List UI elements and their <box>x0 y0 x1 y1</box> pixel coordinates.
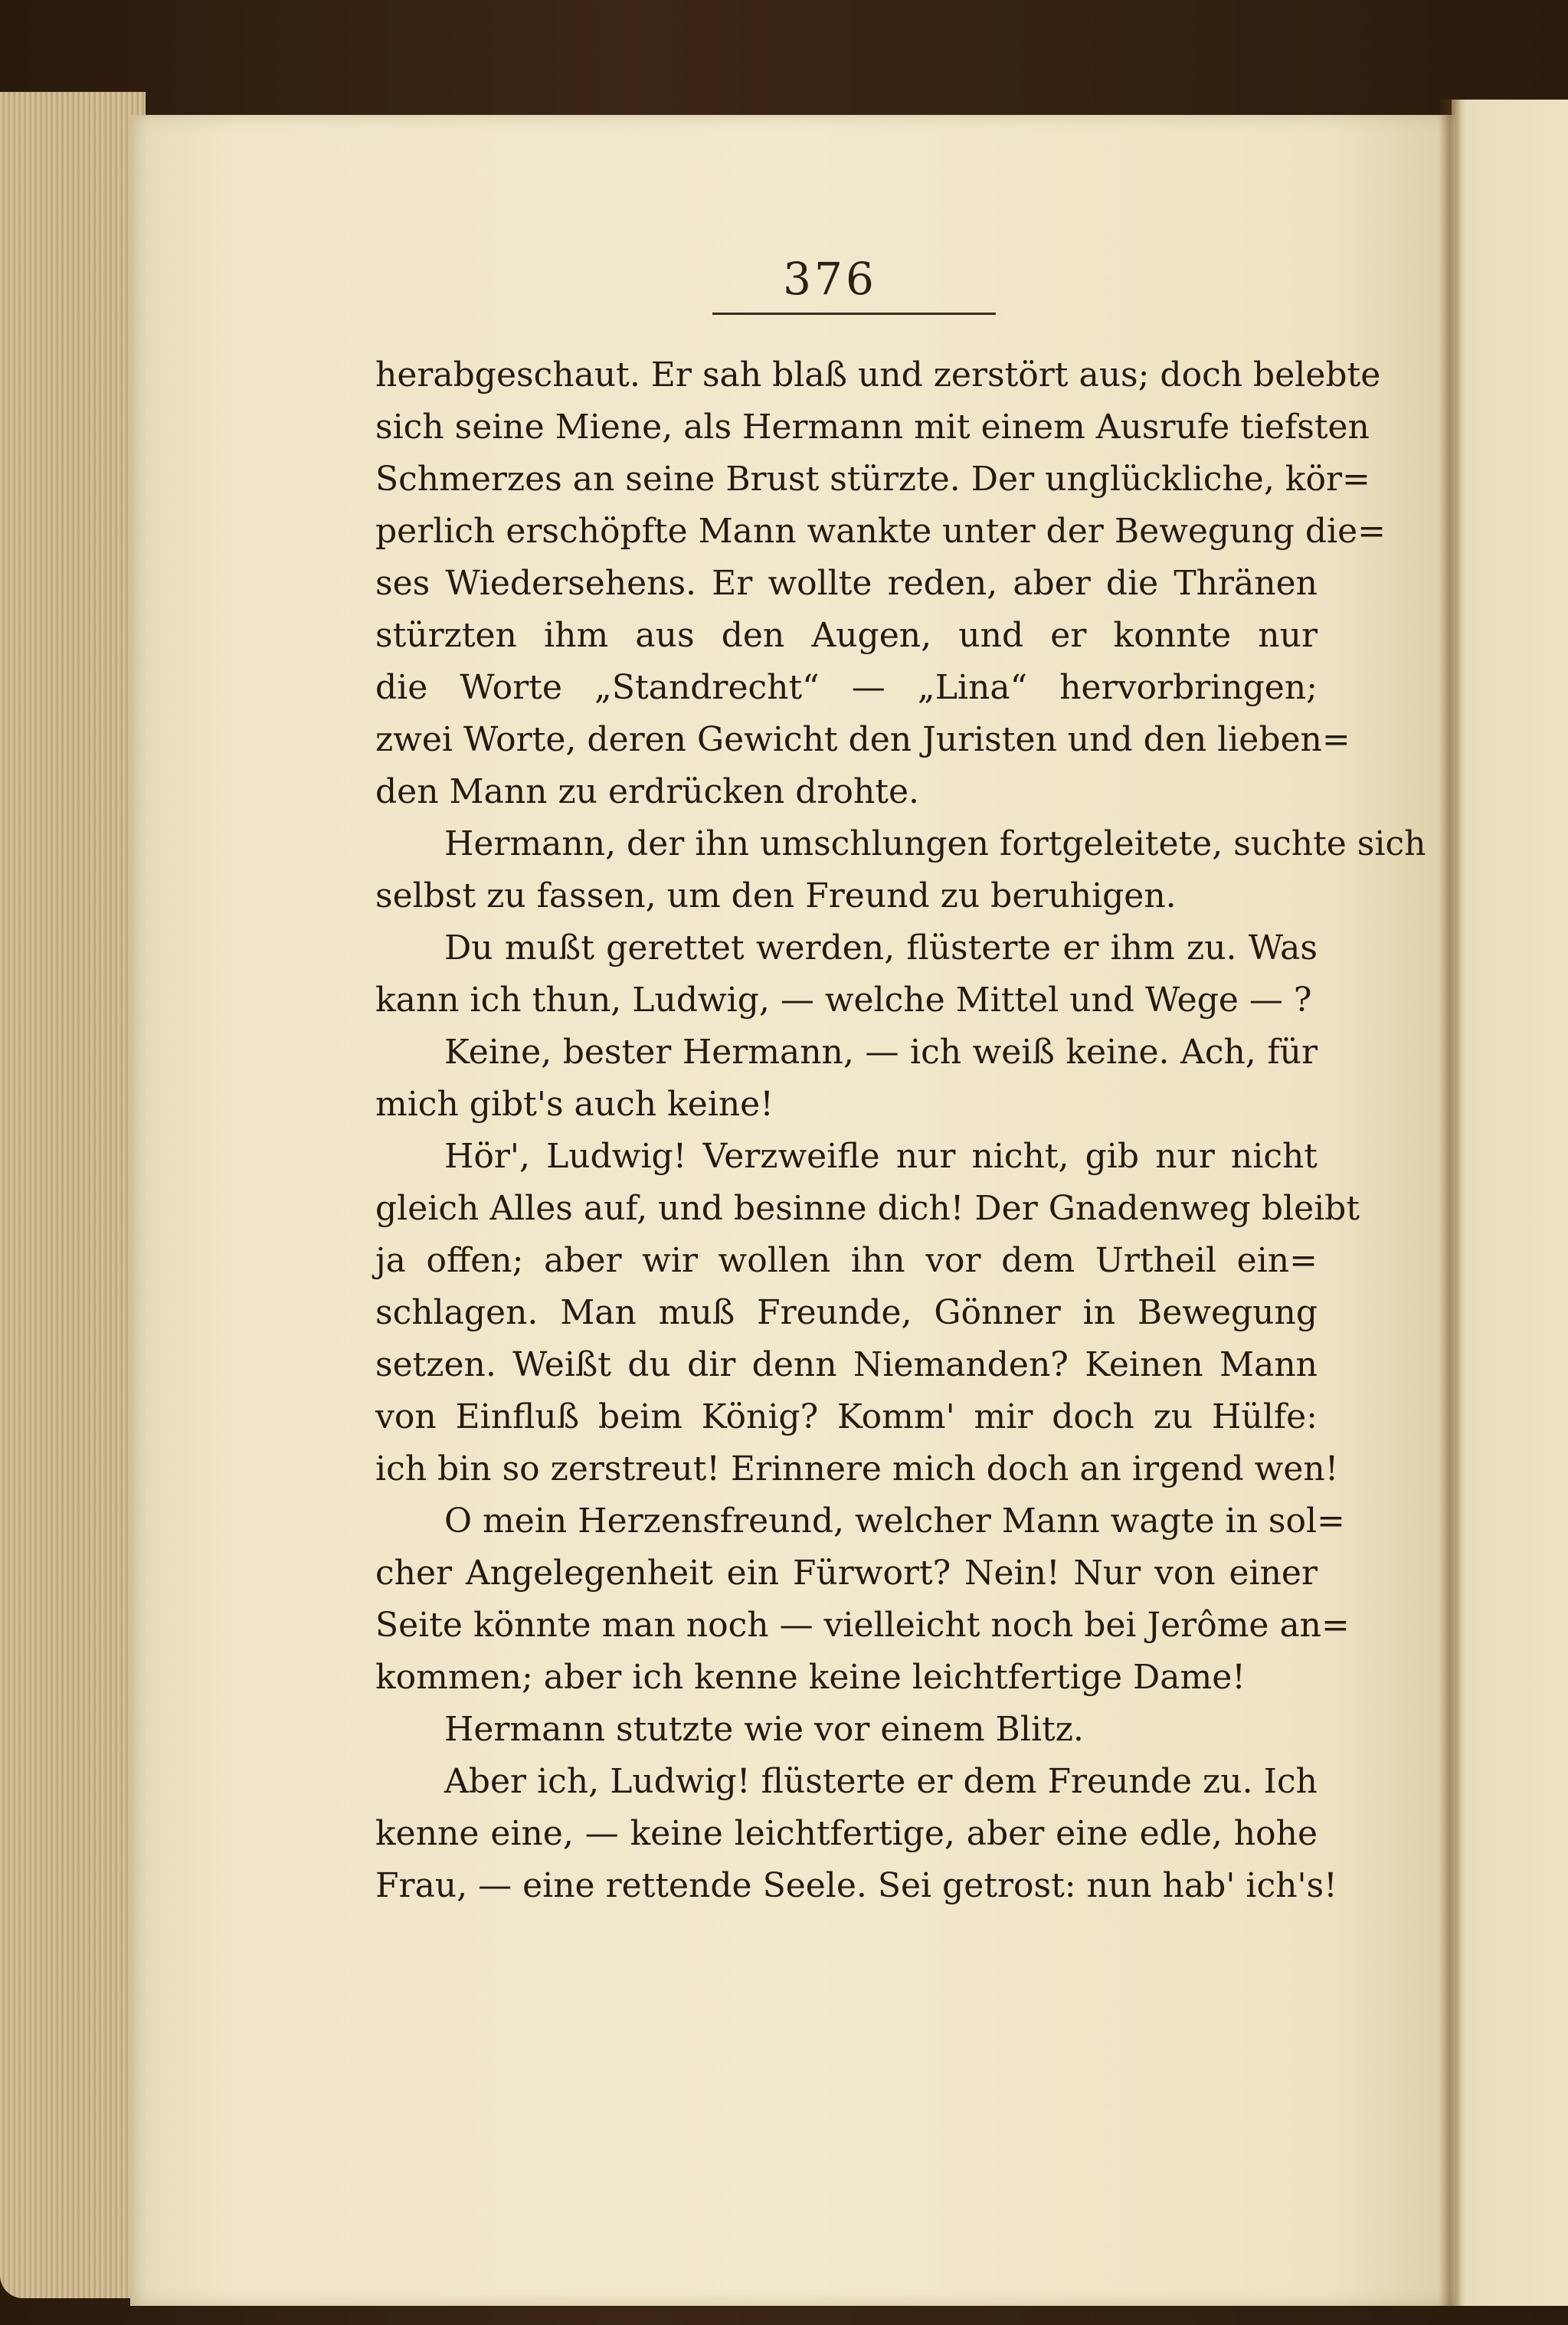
facing-page <box>1452 100 1568 2306</box>
page-edges <box>0 92 146 2298</box>
text-line: stürzten ihm aus den Augen, und er konnte nur <box>375 616 1318 655</box>
text-line: mich gibt's auch keine! <box>375 1085 774 1124</box>
text-line: Seite könnte man noch — vielleicht noch bei Jerôme an= <box>375 1606 1350 1645</box>
text-line: von Einfluß beim König? Komm' mir doch zu Hülfe: <box>375 1397 1318 1436</box>
text-line: den Mann zu erdrücken drohte. <box>375 772 919 811</box>
text-line: die Worte „Standrecht“ — „Lina“ hervorbringen; <box>375 668 1318 707</box>
text-line: kommen; aber ich kenne keine leichtfertige Dame! <box>375 1658 1246 1697</box>
text-line: zwei Worte, deren Gewicht den Juristen und den lieben= <box>375 720 1350 759</box>
text-line: gleich Alles auf, und besinne dich! Der Gnadenweg bleibt <box>375 1189 1360 1228</box>
text-line: O mein Herzensfreund, welcher Mann wagte in sol= <box>444 1501 1345 1541</box>
text-line: Schmerzes an seine Brust stürzte. Der unglückliche, kör= <box>375 460 1370 499</box>
text-line: Aber ich, Ludwig! flüsterte er dem Freunde zu. Ich <box>444 1762 1318 1801</box>
text-line: Hermann stutzte wie vor einem Blitz. <box>444 1710 1084 1749</box>
text-line: Hör', Ludwig! Verzweifle nur nicht, gib nur nicht <box>444 1137 1318 1176</box>
text-line: perlich erschöpfte Mann wankte unter der Bewegung die= <box>375 512 1386 551</box>
header-rule <box>712 313 996 315</box>
text-line: Hermann, der ihn umschlungen fortgeleitete, suchte sich <box>444 824 1426 863</box>
text-line: setzen. Weißt du dir denn Niemanden? Keinen Mann <box>375 1345 1318 1384</box>
text-line: sich seine Miene, als Hermann mit einem Ausrufe tiefsten <box>375 408 1370 447</box>
page-number-container <box>0 253 1568 305</box>
text-line: ses Wiedersehens. Er wollte reden, aber die Thränen <box>375 564 1318 603</box>
text-line: ja offen; aber wir wollen ihn vor dem Urtheil ein= <box>375 1241 1318 1280</box>
body-text <box>375 349 1426 1912</box>
book-gutter <box>1439 100 1462 2306</box>
text-line: Keine, bester Hermann, — ich weiß keine. Ach, für <box>444 1033 1318 1072</box>
text-line: kenne eine, — keine leichtfertige, aber eine edle, hohe <box>375 1814 1318 1853</box>
text-line: kann ich thun, Ludwig, — welche Mittel und Wege — ? <box>375 981 1312 1020</box>
text-line: Du mußt gerettet werden, flüsterte er ihm zu. Was <box>444 928 1318 968</box>
text-line: selbst zu fassen, um den Freund zu beruhigen. <box>375 876 1177 915</box>
text-line: Frau, — eine rettende Seele. Sei getrost: nun hab' ich's! <box>375 1866 1337 1905</box>
page-number: 376 <box>783 253 877 305</box>
text-line: herabgeschaut. Er sah blaß und zerstört aus; doch belebte <box>375 355 1381 395</box>
text-line: cher Angelegenheit ein Fürwort? Nein! Nur von einer <box>375 1554 1318 1593</box>
text-line: schlagen. Man muß Freunde, Gönner in Bewegung <box>375 1293 1318 1332</box>
text-line: ich bin so zerstreut! Erinnere mich doch an irgend wen! <box>375 1449 1339 1488</box>
